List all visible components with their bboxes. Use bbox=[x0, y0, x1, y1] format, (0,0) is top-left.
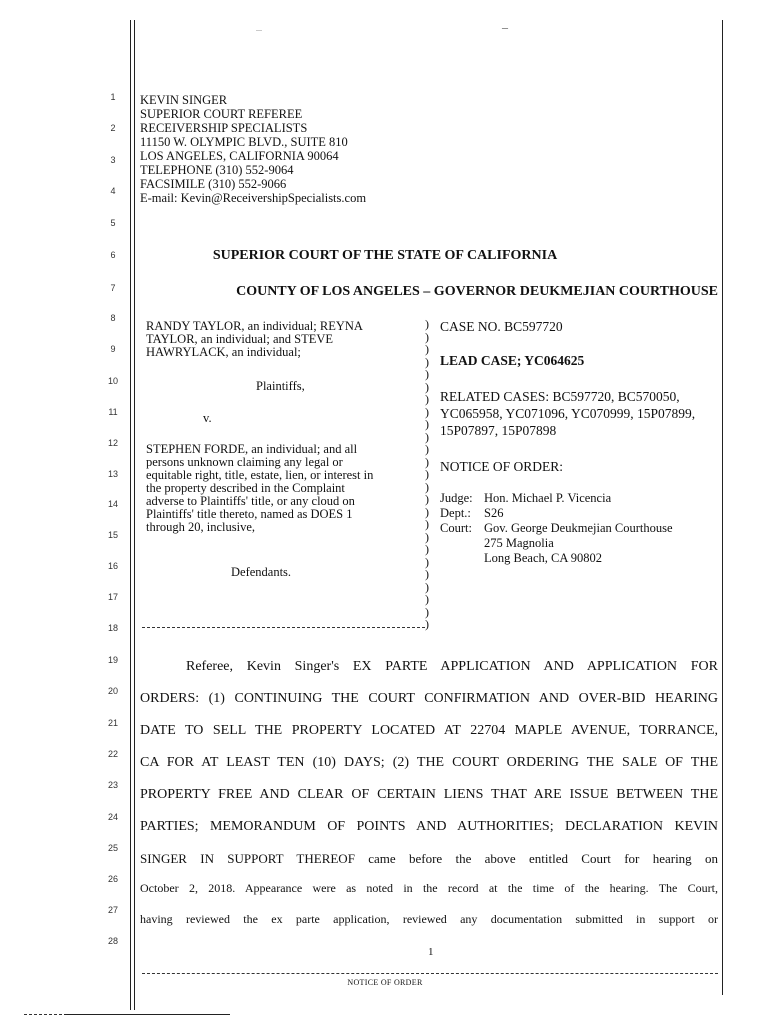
bottom-stray-rule bbox=[24, 1014, 62, 1015]
header-mark-right: – bbox=[502, 20, 508, 34]
bracket-mark: ) bbox=[425, 504, 429, 519]
bracket-mark: ) bbox=[425, 592, 429, 606]
line-number: 13 bbox=[107, 469, 118, 479]
line-number: 27 bbox=[107, 905, 118, 915]
line-number: 19 bbox=[107, 655, 118, 665]
bracket-mark: ) bbox=[425, 417, 429, 431]
bracket-mark: ) bbox=[425, 367, 429, 381]
bracket-mark: ) bbox=[425, 379, 429, 394]
plaintiffs-label: Plaintiffs, bbox=[256, 379, 305, 393]
line-number: 8 bbox=[110, 313, 116, 323]
body-line: Referee, Kevin Singer's EX PARTE APPLICATION AND APPLICATION FOR bbox=[186, 659, 718, 674]
dept-label: Dept.: bbox=[440, 506, 471, 520]
bracket-mark: ) bbox=[425, 617, 429, 631]
left-margin-rule-inner bbox=[134, 20, 135, 1010]
line-number: 5 bbox=[110, 218, 116, 228]
defendants-line: through 20, inclusive, bbox=[146, 520, 256, 534]
line-number: 1 bbox=[110, 92, 116, 102]
line-number: 14 bbox=[107, 499, 118, 509]
line-number: 15 bbox=[107, 530, 118, 540]
bracket-mark: ) bbox=[425, 479, 429, 494]
line-number: 23 bbox=[107, 780, 118, 790]
plaintiffs-line: TAYLOR, an individual; and STEVE bbox=[146, 332, 334, 346]
bracket-mark: ) bbox=[425, 329, 429, 344]
body-line: ORDERS: (1) CONTINUING THE COURT CONFIRMATION AND OVER-BID HEARING bbox=[140, 691, 718, 706]
line-number: 16 bbox=[107, 561, 118, 571]
bracket-mark: ) bbox=[425, 404, 429, 419]
bracket-mark: ) bbox=[425, 354, 429, 369]
defendants-line: equitable right, title, estate, lien, or interest in bbox=[146, 468, 374, 482]
footer-rule bbox=[142, 973, 718, 974]
body-line: PARTIES; MEMORANDUM OF POINTS AND AUTHORITIES; DECLARATION KEVIN bbox=[140, 819, 718, 834]
dept-value: S26 bbox=[484, 506, 504, 520]
plaintiffs-line: HAWRYLACK, an individual; bbox=[146, 345, 301, 359]
body-line: SINGER IN SUPPORT THEREOF came before the above entitled Court for hearing on bbox=[140, 851, 718, 866]
line-number: 7 bbox=[110, 283, 116, 293]
court-value: 275 Magnolia bbox=[484, 536, 554, 550]
line-number: 6 bbox=[110, 250, 116, 260]
related-cases-line: 15P07897, 15P07898 bbox=[440, 423, 557, 438]
judge-label: Judge: bbox=[440, 491, 473, 505]
left-margin-rule-outer bbox=[130, 20, 131, 1010]
attorney-line: TELEPHONE (310) 552-9064 bbox=[140, 163, 294, 177]
defendants-line: Plaintiffs' title thereto, named as DOES 1 bbox=[146, 507, 353, 521]
header-mark-left: ... bbox=[256, 24, 262, 33]
attorney-line: SUPERIOR COURT REFEREE bbox=[140, 107, 303, 121]
case-number: CASE NO. BC597720 bbox=[440, 319, 563, 334]
related-cases-line: YC065958, YC071096, YC070999, 15P07899, bbox=[440, 406, 696, 421]
court-value: Gov. George Deukmejian Courthouse bbox=[484, 521, 673, 535]
body-line: PROPERTY FREE AND CLEAR OF CERTAIN LIENS THAT ARE ISSUE BETWEEN THE bbox=[140, 787, 718, 802]
judge-value: Hon. Michael P. Vicencia bbox=[484, 491, 612, 505]
line-number: 12 bbox=[107, 438, 118, 448]
attorney-line: KEVIN SINGER bbox=[140, 93, 228, 107]
line-number: 17 bbox=[107, 592, 118, 602]
versus: v. bbox=[203, 411, 212, 425]
court-county: COUNTY OF LOS ANGELES – GOVERNOR DEUKMEJIAN COURTHOUSE bbox=[236, 284, 718, 299]
bracket-mark: ) bbox=[425, 517, 429, 531]
bracket-mark: ) bbox=[425, 317, 429, 331]
bracket-mark: ) bbox=[425, 429, 429, 444]
court-label: Court: bbox=[440, 521, 472, 535]
bracket-mark: ) bbox=[425, 579, 429, 594]
defendants-line: the property described in the Complaint bbox=[146, 481, 345, 495]
attorney-line: RECEIVERSHIP SPECIALISTS bbox=[140, 121, 308, 135]
line-number: 10 bbox=[107, 376, 118, 386]
bracket-mark: ) bbox=[425, 467, 429, 481]
line-number: 11 bbox=[108, 407, 118, 417]
attorney-line: FACSIMILE (310) 552-9066 bbox=[140, 177, 287, 191]
bracket-mark: ) bbox=[425, 392, 429, 406]
bracket-mark: ) bbox=[425, 554, 429, 569]
court-value: Long Beach, CA 90802 bbox=[484, 551, 603, 565]
body-line: October 2, 2018. Appearance were as noted in the record at the time of the hearing. The Court, bbox=[140, 881, 718, 895]
lead-case: LEAD CASE; YC064625 bbox=[440, 353, 585, 368]
line-number: 2 bbox=[110, 123, 116, 133]
bracket-mark: ) bbox=[425, 492, 429, 506]
plaintiffs-line: RANDY TAYLOR, an individual; REYNA bbox=[146, 319, 363, 333]
defendants-line: persons unknown claiming any legal or bbox=[146, 455, 343, 469]
attorney-line: 11150 W. OLYMPIC BLVD., SUITE 810 bbox=[140, 135, 348, 149]
bracket-mark: ) bbox=[425, 567, 429, 581]
page-number: 1 bbox=[428, 946, 434, 958]
footer-title: NOTICE OF ORDER bbox=[347, 978, 423, 987]
attorney-line: E-mail: Kevin@ReceivershipSpecialists.com bbox=[140, 191, 367, 205]
line-number: 3 bbox=[110, 155, 116, 165]
bracket-mark: ) bbox=[425, 529, 429, 544]
line-number: 18 bbox=[107, 623, 118, 633]
body-line: DATE TO SELL THE PROPERTY LOCATED AT 22704 MAPLE AVENUE, TORRANCE, bbox=[140, 723, 718, 738]
body-line: CA FOR AT LEAST TEN (10) DAYS; (2) THE COURT ORDERING THE SALE OF THE bbox=[140, 755, 718, 770]
notice-label: NOTICE OF ORDER: bbox=[440, 459, 564, 474]
court-title: SUPERIOR COURT OF THE STATE OF CALIFORNIA bbox=[212, 248, 558, 263]
line-number: 26 bbox=[107, 874, 118, 884]
line-number: 22 bbox=[107, 749, 118, 759]
line-number: 20 bbox=[107, 686, 118, 696]
defendants-line: STEPHEN FORDE, an individual; and all bbox=[146, 442, 358, 456]
defendants-line: adverse to Plaintiffs' title, or any cloud on bbox=[146, 494, 355, 508]
caption-bottom-rule bbox=[142, 627, 425, 628]
line-number: 24 bbox=[107, 812, 118, 822]
line-number: 25 bbox=[107, 843, 118, 853]
bracket-mark: ) bbox=[425, 342, 429, 356]
bottom-stray-rule-solid bbox=[64, 1014, 230, 1015]
bracket-mark: ) bbox=[425, 454, 429, 469]
bracket-mark: ) bbox=[425, 604, 429, 619]
defendants-label: Defendants. bbox=[231, 565, 292, 579]
line-number: 4 bbox=[110, 186, 116, 196]
bracket-mark: ) bbox=[425, 542, 429, 556]
line-number: 28 bbox=[107, 936, 118, 946]
line-number: 9 bbox=[110, 344, 116, 354]
bracket-mark: ) bbox=[425, 442, 429, 456]
right-margin-rule bbox=[722, 20, 723, 995]
related-cases-line: RELATED CASES: BC597720, BC570050, bbox=[440, 389, 680, 404]
attorney-line: LOS ANGELES, CALIFORNIA 90064 bbox=[140, 149, 339, 163]
line-number: 21 bbox=[107, 718, 118, 728]
body-line: having reviewed the ex parte application, reviewed any documentation submitted in support or bbox=[140, 912, 718, 926]
